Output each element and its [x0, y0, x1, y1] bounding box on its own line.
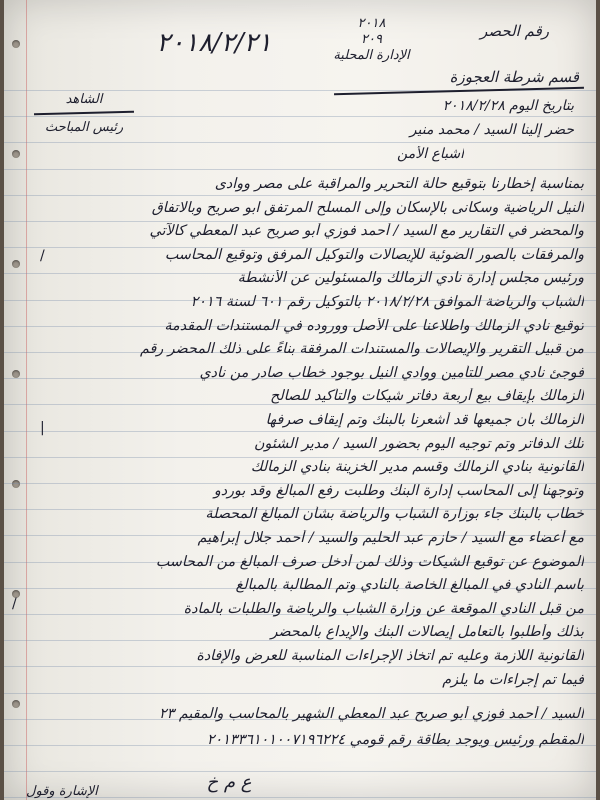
registration-number: ٢٠٩ [361, 32, 382, 47]
salutation-underline [334, 87, 584, 96]
salutation: قسم شرطة العجوزة [449, 68, 579, 86]
letter-date: ٢٠١٨/٢/٢١ [156, 28, 272, 58]
body-line: من قبل النادي الموقعة عن وزارة الشباب والرياضة والطلبات بالمادة [183, 601, 584, 617]
header-left-rule [34, 111, 134, 116]
body-line: خطاب بالبنك جاء بوزارة الشباب والرياضة بشأن المبالغ المحصلة [205, 506, 584, 522]
registration-stamp [314, 16, 429, 64]
chief-label: رئيس المباحث [44, 120, 124, 135]
ruled-line [4, 693, 596, 694]
closing-signature: ع م خ [206, 772, 252, 793]
witness-label: الشاهد [65, 92, 103, 107]
body-line: الزمالك بإيقاف بيع أربعة دفاتر شيكات والتأكيد للصالح [270, 388, 584, 404]
registration-date: ٢٠١٨ [357, 16, 386, 31]
margin-mark: | [40, 420, 45, 436]
body-line: القانونية بنادي الزمالك وقسم مدير الخزينة بنادي الزمالك [250, 459, 584, 475]
ruled-line [4, 142, 596, 143]
body-line: فوجئ نادي مصر للتأمين ووادي النيل بوجود خطاب صادر من نادي [199, 365, 584, 381]
margin-line [26, 0, 27, 800]
header-line: حضر إلينا السيد / محمد منير [409, 122, 574, 138]
binder-holes [12, 0, 22, 800]
ruled-line [4, 771, 596, 772]
body-line: الشباب والرياضة الموافق ٢٠١٨/٢/٢٨ بالتوكيل رقم ٦٠١ لسنة ٢٠١٦ [190, 294, 584, 310]
body-line: والمرفقات بالصور الضوئية للإيصالات والتوكيل المرفق وتوقيع المحاسب [164, 247, 584, 263]
body-line: من قبيل التقرير والإيصالات والمستندات المرفقة بناءً على ذلك المحضر رقم [140, 341, 584, 357]
header-line: بتاريخ اليوم ٢٠١٨/٢/٢٨ [442, 98, 574, 114]
body-line: والمحضر في التقارير مع السيد / أحمد فوزي أبو صريح عبد المعطي كالآتي [149, 223, 584, 239]
body-line: النيل الرياضية وسكانى بالإسكان وإلى المسلح المرتفق ابو صريح وبالاتفاق [151, 200, 584, 216]
body-line: بذلك وأطلبوا بالتعامل إيصالات البنك والإيداع بالمحضر [270, 624, 584, 640]
body-line: مع أعضاء مع السيد / حازم عبد الحليم والسيد / أحمد جلال إبراهيم [197, 530, 584, 546]
margin-mark: / [12, 596, 17, 612]
ruled-line [4, 666, 596, 667]
signature-line: المقطم ورئيس ويوجد بطاقة رقم قومي ٢٠١٣٣٦١٠١٠٠٧١٩٦٢٢٤ [206, 732, 584, 748]
header-line: اشباع الأمن [397, 146, 464, 162]
ruled-line [4, 116, 596, 117]
body-line: ورئيس مجلس إدارة نادي الزمالك والمسئولين عن الأنشطة [237, 270, 584, 286]
ruled-line [4, 195, 596, 196]
ruled-line [4, 404, 596, 405]
ruled-line [4, 431, 596, 432]
body-line: وتوجهنا إلى المحاسب إدارة البنك وطلبت رفع المبالغ وقد بوردو [213, 483, 584, 499]
registration-office: الإدارة المحلية [333, 48, 410, 63]
body-line: القانونية اللازمة وعليه تم اتخاذ الإجراءات المناسبة للعرض والإفادة [196, 648, 584, 664]
ruled-line [4, 640, 596, 641]
registration-label: رقم الحصر [480, 22, 549, 40]
body-line: بمناسبة إخطارنا بتوقيع حالة التحرير والمراقبة على مصر ووادى [214, 176, 584, 192]
handwritten-letter-sheet [4, 0, 596, 800]
body-line: توقيع نادي الزمالك واطلاعنا على الأصل ووروده في المستندات المقدمة [164, 318, 584, 334]
signature-line: السيد / أحمد فوزي أبو صريح عبد المعطي الشهير بالمحاسب والمقيم ٢٣ [158, 706, 584, 722]
body-line: الموضوع عن توقيع الشيكات وذلك لمن أدخل صرف المبالغ من المحاسب [155, 554, 584, 570]
body-line: تلك الدفاتر وتم توجيه اليوم بحضور السيد / مدير الشئون [254, 436, 584, 452]
ruled-line [4, 169, 596, 170]
margin-mark: / [40, 248, 45, 264]
closing-note: الإشارة وقول [26, 784, 98, 799]
body-line: فيما تم إجراءات ما يلزم [442, 672, 584, 688]
body-line: باسم النادي في المبالغ الخاصة بالنادي وتم المطالبة بالمبالغ [235, 577, 584, 593]
body-line: الزمالك بأن جميعها قد أشعرنا بالبنك وتم إيقاف صرفها [265, 412, 584, 428]
ruled-line [4, 457, 596, 458]
ruled-line [4, 221, 596, 222]
